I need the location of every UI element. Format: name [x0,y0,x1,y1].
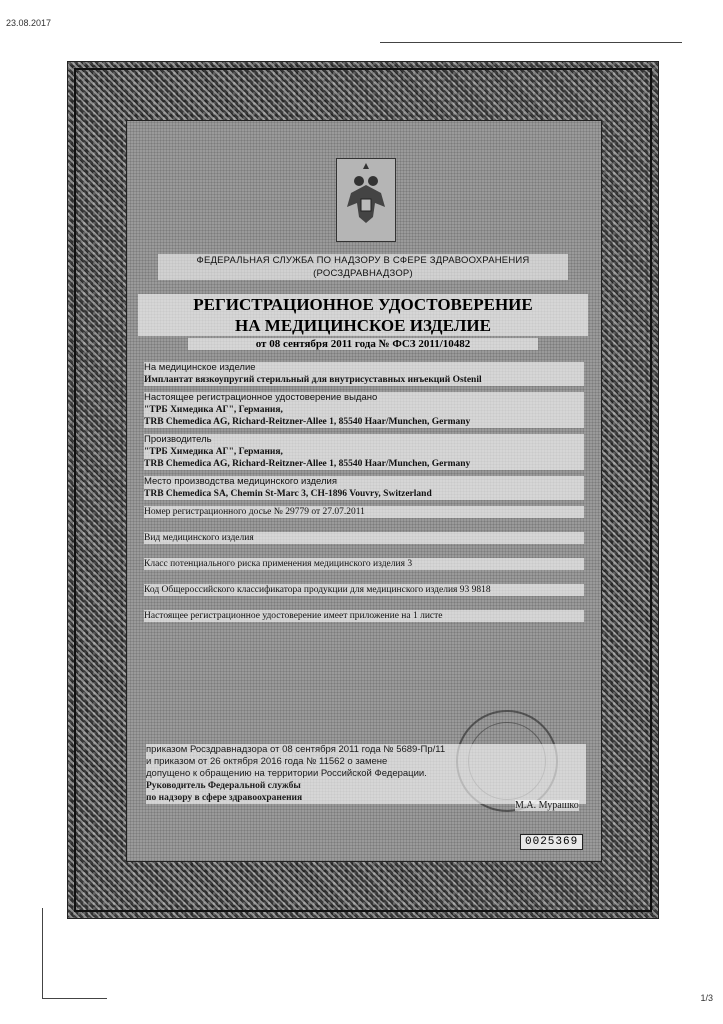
issued-to-address: TRB Chemedica AG, Richard-Reitzner-Allee 1, 85540 Haar/Munchen, Germany [144,416,584,428]
risk-class: Класс потенциального риска применения медицинского изделия 3 [144,558,584,570]
issued-to-label: Настоящее регистрационное удостоверение выдано [144,392,584,404]
certificate-fields [144,362,584,622]
manufacturer-address: TRB Chemedica AG, Richard-Reitzner-Allee 1, 85540 Haar/Munchen, Germany [144,458,584,470]
issued-to-name: "ТРБ Химедика АГ", Германия, [144,404,584,416]
left-margin-rule [42,908,43,998]
coat-of-arms-emblem [336,158,396,242]
double-headed-eagle-icon [337,159,395,241]
head-title-line-2: по надзору в сфере здравоохранения [146,792,586,804]
certificate-footer [146,744,586,804]
device-value: Имплантат вязкоупругий стерильный для внутрисуставных инъекций Ostenil [144,374,584,386]
manufacturer-name: "ТРБ Химедика АГ", Германия, [144,446,584,458]
production-site-label: Место производства медицинского изделия [144,476,584,488]
replacement-order: и приказом от 26 октября 2016 года № 11562 о замене [146,756,586,768]
agency-name: ФЕДЕРАЛЬНАЯ СЛУЖБА ПО НАДЗОРУ В СФЕРЕ ЗДРАВООХРАНЕНИЯ [196,255,530,266]
admission-statement: допущено к обращению на территории Российской Федерации. [146,768,586,780]
issuing-agency [158,254,568,280]
certificate-date-number: от 08 сентября 2011 года № ФСЗ 2011/10482 [188,338,538,350]
print-date: 23.08.2017 [6,18,52,28]
appendix-note: Настоящее регистрационное удостоверение имеет приложение на 1 листе [144,610,584,622]
agency-abbreviation: (РОСЗДРАВНАДЗОР) [313,268,413,279]
head-title-line-1: Руководитель Федеральной службы [146,780,586,792]
order-reference: приказом Росздравнадзора от 08 сентября 2011 года № 5689-Пр/11 [146,744,586,756]
signatory-name: М.А. Мурашко [515,800,579,811]
registration-certificate [68,62,658,918]
certificate-title [138,294,588,336]
okp-code: Код Общероссийского классификатора продукции для медицинского изделия 93 9818 [144,584,584,596]
manufacturer-label: Производитель [144,434,584,446]
production-site-value: TRB Chemedica SA, Chemin St-Marc 3, CH-1896 Vouvry, Switzerland [144,488,584,500]
device-label: На медицинское изделие [144,362,584,374]
device-type: Вид медицинского изделия [144,532,584,544]
title-line-2: НА МЕДИЦИНСКОЕ ИЗДЕЛИЕ [235,316,491,335]
serial-number: 0025369 [520,834,583,850]
dossier-number: Номер регистрационного досье № 29779 от 27.07.2011 [144,506,584,518]
page-number: 1/3 [700,993,713,1003]
bottom-margin-rule [42,998,107,999]
top-divider [380,42,682,43]
title-line-1: РЕГИСТРАЦИОННОЕ УДОСТОВЕРЕНИЕ [193,295,533,314]
